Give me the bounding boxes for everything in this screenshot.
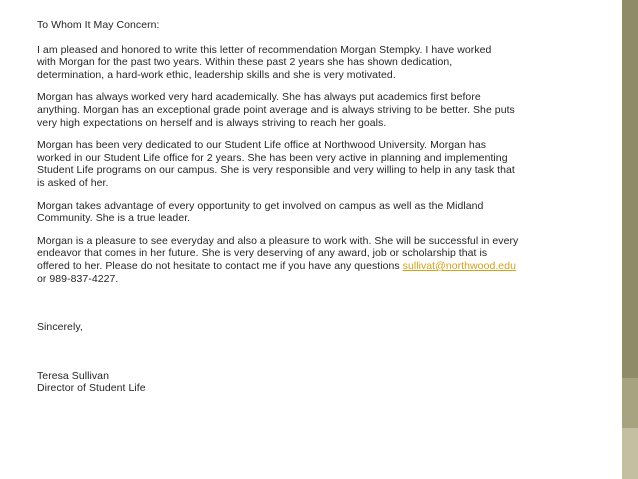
paragraph-leadership: Morgan takes advantage of every opportunity to get involved on campus as well as the Midland Community. She is a true leader. — [37, 199, 484, 225]
closing: Sincerely, — [37, 321, 83, 334]
spacer — [37, 334, 567, 370]
recommendation-letter — [37, 19, 567, 395]
spacer — [37, 295, 567, 321]
paragraph-contact — [37, 235, 567, 285]
email-link[interactable]: sullivat@northwood.edu — [402, 259, 516, 272]
paragraph-academics: Morgan has always worked very hard academically. She has always put academics first before anything. Morgan has an exceptional grade point average and is always striving to be better. She puts very high expectations on herself and is always striving to reach her goals. — [37, 91, 515, 129]
paragraph-intro: I am pleased and honored to write this letter of recommendation Morgan Stempky. I have worked with Morgan for the past two years. Within these past 2 years she has shown dedication, determination, a hard-work ethic, leadership skills and she is very motivated. — [37, 43, 492, 81]
paragraph-contact-text: Morgan is a pleasure to see everyday and also a pleasure to work with. She will be successful in every endeavor that comes in her future. She is very deserving of any award, job or scholarship that is offered to her. Please do not hesitate to contact me if you have any questions — [37, 234, 519, 272]
decorative-side-bar — [622, 0, 638, 479]
signer-title: Director of Student Life — [37, 382, 146, 395]
phone-number: or 989-837-4227. — [37, 272, 119, 285]
side-bar-segment-bottom — [622, 428, 638, 479]
signer-name: Teresa Sullivan — [37, 369, 109, 382]
paragraph-student-life: Morgan has been very dedicated to our Student Life office at Northwood University. Morgan has worked in our Student Life office for 2 years. She has been very active in planning and implementing Student Life programs on our campus. She is very responsible and very willing to help in any task that is asked of her. — [37, 139, 515, 189]
greeting: To Whom It May Concern: — [37, 19, 160, 31]
side-bar-segment-middle — [622, 378, 638, 428]
side-bar-segment-top — [622, 0, 638, 378]
